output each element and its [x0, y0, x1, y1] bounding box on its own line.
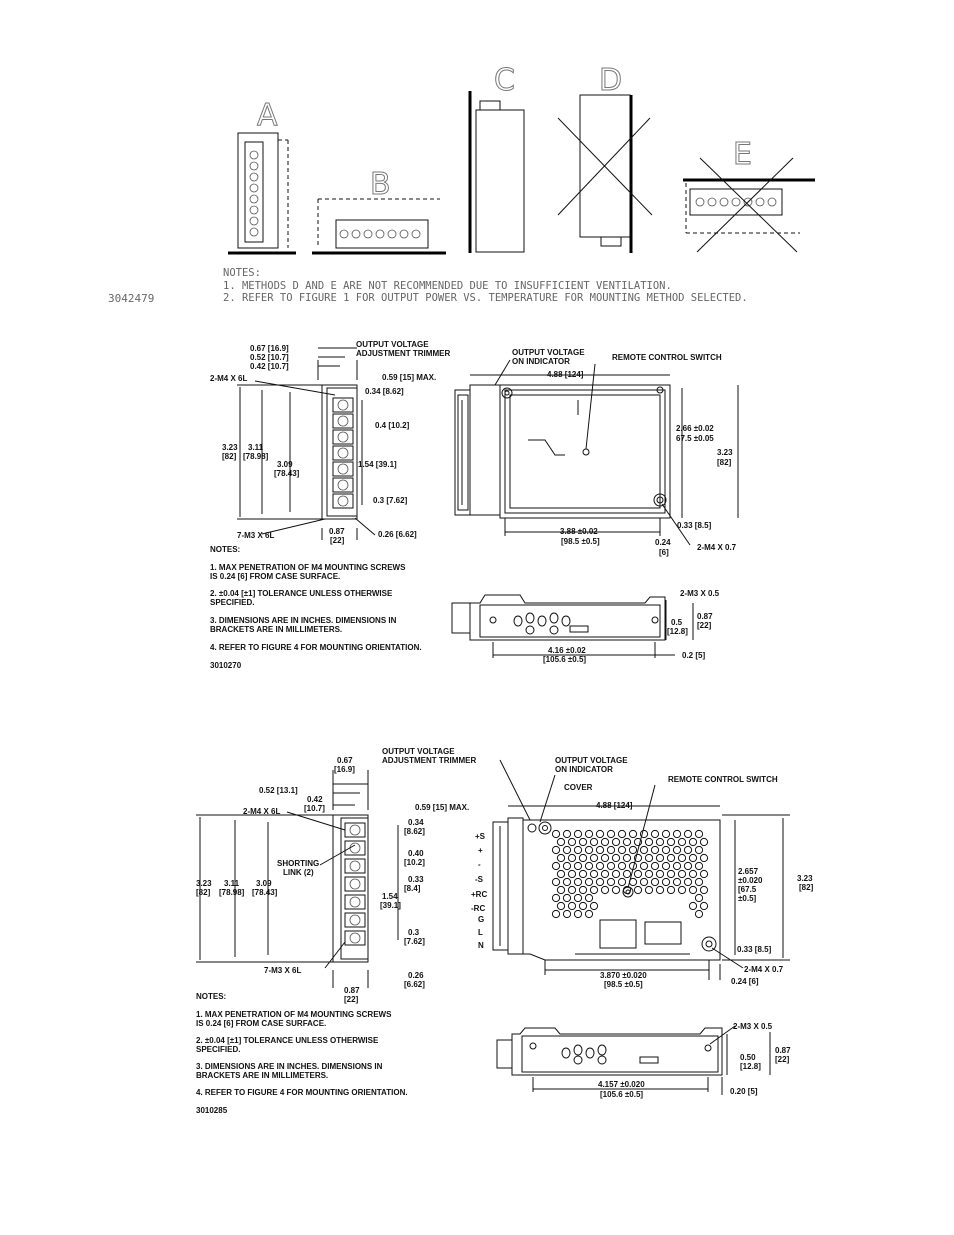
bot-figure-code: 3010285 — [196, 1106, 228, 1115]
vent-hole — [579, 902, 586, 909]
vent-hole — [585, 910, 592, 917]
vent-hole — [568, 854, 575, 861]
mid-m3x05-label: 2-M3 X 0.5 — [680, 589, 720, 598]
mid-dim-0.4: 0.4 [10.2] — [375, 421, 410, 430]
vent-hole — [574, 862, 581, 869]
vent-hole — [568, 870, 575, 877]
mid-note-2b: SPECIFIED. — [210, 598, 255, 607]
vent-hole — [585, 862, 592, 869]
vent-hole — [590, 886, 597, 893]
vent-hole — [574, 846, 581, 853]
mid-note-3a: 3. DIMENSIONS ARE IN INCHES. DIMENSIONS IN — [210, 616, 397, 625]
vent-hole — [700, 886, 707, 893]
mid-right-height-82mm: [82] — [717, 458, 732, 467]
bot-height-82mm: [82] — [196, 888, 211, 897]
bot-side-22mm: [22] — [775, 1055, 790, 1064]
bot-dim-0.20: 0.20 [5] — [730, 1087, 758, 1096]
vent-hole — [640, 846, 647, 853]
vent-hole — [662, 830, 669, 837]
vent-hole — [557, 902, 564, 909]
vent-hole — [684, 830, 691, 837]
vent-hole — [640, 878, 647, 885]
vent-hole — [689, 886, 696, 893]
bot-dim-10.2: [10.2] — [404, 858, 425, 867]
top-figure-code: 3042479 — [108, 292, 155, 305]
vent-hole — [651, 830, 658, 837]
vent-hole — [623, 838, 630, 845]
vent-hole — [634, 870, 641, 877]
vent-hole — [700, 838, 707, 845]
vent-hole — [689, 870, 696, 877]
vent-hole — [689, 854, 696, 861]
vent-hole — [563, 910, 570, 917]
mid-side-12.8: [12.8] — [667, 627, 688, 636]
mid-dim-0.33: 0.33 [8.5] — [677, 521, 712, 530]
vent-hole — [651, 862, 658, 869]
bot-height-3.23: 3.23 — [196, 879, 212, 888]
method-e — [683, 137, 815, 252]
bot-dim-7.62: [7.62] — [404, 937, 425, 946]
vent-hole — [684, 846, 691, 853]
terminal-g: G — [478, 915, 485, 924]
vent-hole — [563, 862, 570, 869]
vent-hole — [557, 838, 564, 845]
vent-hole — [678, 854, 685, 861]
vent-hole — [596, 846, 603, 853]
vent-hole — [579, 870, 586, 877]
vent-hole — [700, 854, 707, 861]
mid-max-depth-label: 0.59 [15] MAX. — [382, 373, 437, 382]
mid-width-488-label: 4.88 [124] — [547, 370, 584, 379]
vent-hole — [695, 878, 702, 885]
bot-trimmer-label-1: OUTPUT VOLTAGE — [382, 747, 455, 756]
bot-max-depth-label: 0.59 [15] MAX. — [415, 803, 470, 812]
mid-note-4: 4. REFER TO FIGURE 4 FOR MOUNTING ORIENTATION. — [210, 643, 422, 652]
vent-hole — [568, 886, 575, 893]
vent-hole — [645, 870, 652, 877]
bot-dim-39.1: [39.1] — [380, 901, 401, 910]
mid-side-22mm: [22] — [697, 621, 712, 630]
mid-right-height-3.23: 3.23 — [717, 448, 733, 457]
vent-hole — [645, 854, 652, 861]
vent-hole — [601, 886, 608, 893]
bot-note-1b: IS 0.24 [6] FROM CASE SURFACE. — [196, 1019, 327, 1028]
mid-dim-4.16: 4.16 ±0.02 — [548, 646, 586, 655]
vent-hole — [590, 902, 597, 909]
vent-hole — [607, 846, 614, 853]
bot-dim-8.4: [8.4] — [404, 884, 421, 893]
method-a — [228, 98, 296, 253]
vent-hole — [552, 910, 559, 917]
mid-dim-0.24: 0.24 — [655, 538, 671, 547]
bot-depth-22mm: [22] — [344, 995, 359, 1004]
vent-hole — [612, 838, 619, 845]
vent-hole — [656, 886, 663, 893]
vent-hole — [568, 902, 575, 909]
vent-hole — [579, 838, 586, 845]
vent-hole — [629, 830, 636, 837]
vent-hole — [618, 878, 625, 885]
bot-dim-0.26: 0.26 — [408, 971, 424, 980]
bot-height-78.98: [78.98] — [219, 888, 245, 897]
mid-dim-0.34: 0.34 [8.62] — [365, 387, 404, 396]
vent-hole — [695, 830, 702, 837]
bot-note-3a: 3. DIMENSIONS ARE IN INCHES. DIMENSIONS IN — [196, 1062, 383, 1071]
vent-hole — [557, 886, 564, 893]
method-b-letter: B — [370, 167, 391, 202]
bot-dim-0.52: 0.52 [13.1] — [259, 786, 298, 795]
vent-hole — [700, 870, 707, 877]
vent-hole — [601, 854, 608, 861]
mid-m3-screw-label: 7-M3 X 6L — [237, 531, 275, 540]
vent-hole — [684, 878, 691, 885]
bot-height-3.09: 3.09 — [256, 879, 272, 888]
vent-hole — [574, 878, 581, 885]
bot-m3x05-label: 2-M3 X 0.5 — [733, 1022, 773, 1031]
bot-dim-0.24: 0.24 [6] — [731, 977, 759, 986]
vent-hole — [662, 862, 669, 869]
bot-dim-0.3: 0.3 — [408, 928, 420, 937]
vent-hole — [585, 894, 592, 901]
bot-dim-105.6: [105.6 ±0.5] — [600, 1090, 644, 1099]
vent-hole — [552, 862, 559, 869]
terminal-minus: - — [478, 860, 481, 869]
bot-remote-switch-label: REMOTE CONTROL SWITCH — [668, 775, 778, 784]
mid-figure-code: 3010270 — [210, 661, 242, 670]
bot-cover-label: COVER — [564, 783, 593, 792]
mid-height-78.98: [78.98] — [243, 452, 269, 461]
mid-dim-0.3: 0.3 [7.62] — [373, 496, 408, 505]
bot-note-2a: 2. ±0.04 [±1] TOLERANCE UNLESS OTHERWISE — [196, 1036, 379, 1045]
bot-dim-tol-0.020: ±0.020 — [738, 876, 763, 885]
terminal-minus-s: -S — [475, 875, 483, 884]
vent-hole — [552, 830, 559, 837]
bot-dim-6.62: [6.62] — [404, 980, 425, 989]
mid-height-78.43: [78.43] — [274, 469, 300, 478]
vent-hole — [601, 870, 608, 877]
bot-terminal-labels — [471, 832, 487, 950]
method-d-letter: D — [599, 63, 623, 98]
bot-width-488-label: 4.88 [124] — [596, 801, 633, 810]
bot-dim-10.7: [10.7] — [304, 804, 325, 813]
bot-dim-2.657: 2.657 — [738, 867, 759, 876]
mid-side-0.87: 0.87 — [697, 612, 713, 621]
mid-height-82mm: [82] — [222, 452, 237, 461]
vent-hole — [695, 846, 702, 853]
bot-trimmer-label-2: ADJUSTMENT TRIMMER — [382, 756, 477, 765]
bot-m3-screw-label: 7-M3 X 6L — [264, 966, 302, 975]
vent-hole — [563, 846, 570, 853]
terminal-plus: + — [478, 846, 483, 855]
bot-dim-0.33: 0.33 [8.5] — [737, 945, 772, 954]
mid-dim-3.88: 3.88 ±0.02 — [560, 527, 598, 536]
mid-trimmer-label-1: OUTPUT VOLTAGE — [356, 340, 429, 349]
vent-hole — [678, 886, 685, 893]
vent-hole — [618, 846, 625, 853]
terminal-plus-rc: +RC — [471, 890, 488, 899]
mid-trimmer-label-2: ADJUSTMENT TRIMMER — [356, 349, 451, 358]
mid-m4-screw-label: 2-M4 X 6L — [210, 374, 248, 383]
vent-hole — [612, 854, 619, 861]
mid-m4x07-label: 2-M4 X 0.7 — [697, 543, 737, 552]
vent-hole — [612, 886, 619, 893]
method-e-letter: E — [733, 137, 752, 172]
method-b — [312, 167, 446, 253]
vent-hole — [673, 830, 680, 837]
vent-hole — [590, 838, 597, 845]
vent-hole — [651, 878, 658, 885]
bot-right-height-82mm: [82] — [799, 883, 814, 892]
ventilation-holes — [552, 830, 707, 917]
vent-hole — [645, 838, 652, 845]
bot-dim-0.34: 0.34 — [408, 818, 424, 827]
bot-side-0.87: 0.87 — [775, 1046, 791, 1055]
bot-dim-67.5: [67.5 — [738, 885, 757, 894]
vent-hole — [667, 870, 674, 877]
bot-dim-0.33: 0.33 — [408, 875, 424, 884]
mid-note-3b: BRACKETS ARE IN MILLIMETERS. — [210, 625, 343, 634]
vent-hole — [673, 846, 680, 853]
bot-indicator-label-1: OUTPUT VOLTAGE — [555, 756, 628, 765]
vent-hole — [612, 870, 619, 877]
bot-note-4: 4. REFER TO FIGURE 4 FOR MOUNTING ORIENTATION. — [196, 1088, 408, 1097]
vent-hole — [552, 846, 559, 853]
bot-shorting-link-label-1: SHORTING — [277, 859, 320, 868]
method-a-letter: A — [257, 98, 278, 133]
mid-indicator-label-1: OUTPUT VOLTAGE — [512, 348, 585, 357]
top-note-2: 2. REFER TO FIGURE 1 FOR OUTPUT POWER VS. TEMPERATURE FOR MOUNTING METHOD SELECTED. — [223, 292, 748, 304]
vent-hole — [607, 830, 614, 837]
vent-hole — [552, 878, 559, 885]
terminal-minus-rc: -RC — [471, 904, 486, 913]
mid-dim-6mm: [6] — [659, 548, 669, 557]
vent-hole — [607, 878, 614, 885]
bot-right-height-3.23: 3.23 — [797, 874, 813, 883]
vent-hole — [618, 830, 625, 837]
vent-hole — [656, 854, 663, 861]
mid-dim-0.2: 0.2 [5] — [682, 651, 706, 660]
vent-hole — [563, 894, 570, 901]
drawing-3010285 — [196, 747, 814, 1115]
method-c-letter: C — [494, 63, 515, 98]
vent-hole — [673, 862, 680, 869]
vent-hole — [601, 838, 608, 845]
bot-dim-98.5: [98.5 ±0.5] — [604, 980, 643, 989]
bot-dim-0.40: 0.40 — [408, 849, 424, 858]
vent-hole — [579, 886, 586, 893]
vent-hole — [574, 910, 581, 917]
mid-height-3.11: 3.11 — [248, 443, 264, 452]
vent-hole — [689, 838, 696, 845]
vent-hole — [695, 910, 702, 917]
vent-hole — [662, 878, 669, 885]
bot-terminal-screws — [345, 823, 365, 945]
top-notes-heading: NOTES: — [223, 267, 261, 279]
bot-dim-16.9: [16.9] — [334, 765, 355, 774]
bot-note-3b: BRACKETS ARE IN MILLIMETERS. — [196, 1071, 329, 1080]
vent-hole — [574, 894, 581, 901]
bot-dim-3.870: 3.870 ±0.020 — [600, 971, 647, 980]
vent-hole — [568, 838, 575, 845]
mid-depth-22mm: [22] — [330, 536, 345, 545]
bot-dim-0.67: 0.67 — [337, 756, 353, 765]
vent-hole — [557, 854, 564, 861]
vent-hole — [695, 894, 702, 901]
mid-dim-2.66: 2.66 ±0.02 — [676, 424, 714, 433]
vent-hole — [700, 902, 707, 909]
mid-note-1a: 1. MAX PENETRATION OF M4 MOUNTING SCREWS — [210, 563, 406, 572]
bot-shorting-link-label-2: LINK (2) — [283, 868, 314, 877]
mid-height-3.23: 3.23 — [222, 443, 238, 452]
vent-hole — [596, 862, 603, 869]
bot-dim-4.157: 4.157 ±0.020 — [598, 1080, 645, 1089]
vent-hole — [618, 862, 625, 869]
terminal-l: L — [478, 928, 483, 937]
bot-height-78.43: [78.43] — [252, 888, 278, 897]
mid-side-view — [455, 360, 738, 545]
vent-hole — [667, 854, 674, 861]
bot-side-12.8: [12.8] — [740, 1062, 761, 1071]
mid-dim-0.42: 0.42 [10.7] — [250, 362, 289, 371]
vent-hole — [689, 902, 696, 909]
mounting-methods-figure — [108, 63, 815, 305]
mid-remote-switch-label: REMOTE CONTROL SWITCH — [612, 353, 722, 362]
vent-hole — [662, 846, 669, 853]
mid-dim-1.54: 1.54 [39.1] — [358, 460, 397, 469]
method-d — [558, 63, 652, 253]
vent-hole — [579, 854, 586, 861]
bot-m4-screw-label: 2-M4 X 6L — [243, 807, 281, 816]
bot-dim-0.42: 0.42 — [307, 795, 323, 804]
mid-note-1b: IS 0.24 [6] FROM CASE SURFACE. — [210, 572, 341, 581]
bot-m4x07-label: 2-M4 X 0.7 — [744, 965, 784, 974]
vent-hole — [656, 838, 663, 845]
vent-hole — [629, 846, 636, 853]
vent-hole — [557, 870, 564, 877]
vent-hole — [596, 878, 603, 885]
bot-note-2b: SPECIFIED. — [196, 1045, 241, 1054]
vent-hole — [684, 862, 691, 869]
bot-notes-heading: NOTES: — [196, 992, 227, 1001]
mid-dim-0.52: 0.52 [10.7] — [250, 353, 289, 362]
vent-hole — [590, 870, 597, 877]
mid-dim-0.67: 0.67 [16.9] — [250, 344, 289, 353]
method-c — [470, 63, 524, 253]
vent-hole — [695, 862, 702, 869]
mid-dim-0.26: 0.26 [6.62] — [378, 530, 417, 539]
vent-hole — [585, 846, 592, 853]
vent-hole — [563, 878, 570, 885]
mid-indicator-label-2: ON INDICATOR — [512, 357, 570, 366]
mid-dim-98.5: [98.5 ±0.5] — [561, 537, 600, 546]
vent-hole — [656, 870, 663, 877]
bot-dim-tol-0.5: ±0.5] — [738, 894, 757, 903]
vent-hole — [645, 886, 652, 893]
vent-hole — [673, 878, 680, 885]
mid-side-0.5: 0.5 — [671, 618, 683, 627]
vent-hole — [678, 870, 685, 877]
terminal-n: N — [478, 941, 484, 950]
bot-height-3.11: 3.11 — [224, 879, 240, 888]
bot-dim-8.62: [8.62] — [404, 827, 425, 836]
mid-terminal-screws — [333, 398, 353, 508]
terminal-plus-s: +S — [475, 832, 486, 841]
vent-hole — [623, 854, 630, 861]
bot-side-0.50: 0.50 — [740, 1053, 756, 1062]
mid-dim-105.6: [105.6 ±0.5] — [543, 655, 587, 664]
vent-hole — [623, 870, 630, 877]
mid-note-2a: 2. ±0.04 [±1] TOLERANCE UNLESS OTHERWISE — [210, 589, 393, 598]
vent-hole — [585, 878, 592, 885]
top-note-1: 1. METHODS D AND E ARE NOT RECOMMENDED DUE TO INSUFFICIENT VENTILATION. — [223, 280, 672, 292]
bot-depth-0.87: 0.87 — [344, 986, 360, 995]
mid-depth-0.87: 0.87 — [329, 527, 345, 536]
vent-hole — [596, 830, 603, 837]
vent-hole — [552, 894, 559, 901]
vent-hole — [563, 830, 570, 837]
drawing-3010270 — [210, 340, 738, 670]
bot-note-1a: 1. MAX PENETRATION OF M4 MOUNTING SCREWS — [196, 1010, 392, 1019]
vent-hole — [634, 886, 641, 893]
bot-indicator-label-2: ON INDICATOR — [555, 765, 613, 774]
vent-hole — [667, 886, 674, 893]
vent-hole — [651, 846, 658, 853]
bot-dim-1.54: 1.54 — [382, 892, 398, 901]
vent-hole — [678, 838, 685, 845]
vent-hole — [607, 862, 614, 869]
vent-hole — [590, 854, 597, 861]
vent-hole — [667, 838, 674, 845]
mid-dim-67.5: 67.5 ±0.05 — [676, 434, 714, 443]
mid-height-3.09: 3.09 — [277, 460, 293, 469]
vent-hole — [574, 830, 581, 837]
mid-notes-heading: NOTES: — [210, 545, 241, 554]
vent-hole — [585, 830, 592, 837]
vent-hole — [640, 862, 647, 869]
method-a-terminals — [250, 151, 258, 236]
